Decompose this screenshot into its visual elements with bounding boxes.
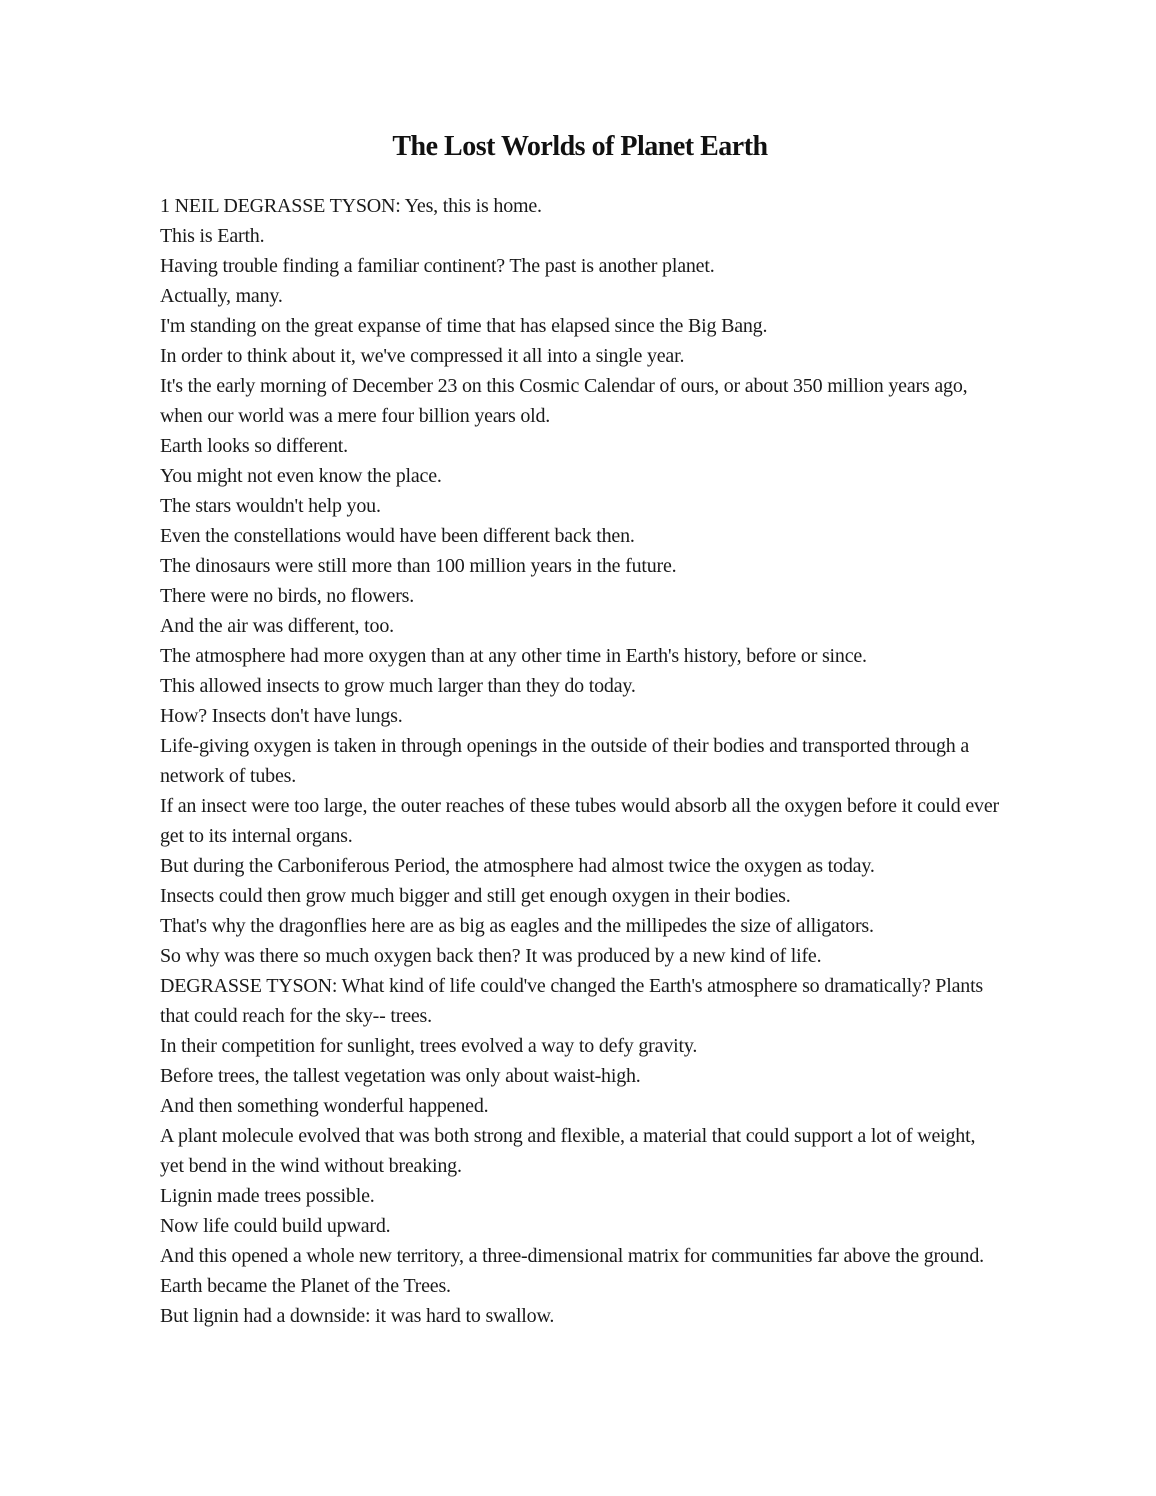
transcript-line: And then something wonderful happened. (160, 1095, 489, 1117)
transcript-line: And the air was different, too. (160, 615, 394, 637)
transcript-line: Before trees, the tallest vegetation was only about waist-high. (160, 1065, 641, 1087)
transcript-line: This is Earth. (160, 225, 265, 247)
transcript-line: Actually, many. (160, 285, 283, 307)
transcript-line: Now life could build upward. (160, 1215, 391, 1237)
transcript-line: How? Insects don't have lungs. (160, 705, 403, 727)
transcript-line: Lignin made trees possible. (160, 1185, 375, 1207)
transcript-line: There were no birds, no flowers. (160, 585, 415, 607)
transcript-line: This allowed insects to grow much larger than they do today. (160, 675, 636, 697)
transcript-line: Earth became the Planet of the Trees. (160, 1275, 451, 1297)
transcript-line: You might not even know the place. (160, 465, 442, 487)
transcript-line: I'm standing on the great expanse of time that has elapsed since the Big Bang. (160, 315, 768, 337)
transcript-line: In their competition for sunlight, trees evolved a way to defy gravity. (160, 1035, 698, 1057)
transcript-line: A plant molecule evolved that was both strong and flexible, a material that could support a lot of weight, yet bend in the wind without breaking. (160, 1125, 976, 1177)
transcript-line: Life-giving oxygen is taken in through openings in the outside of their bodies and transported through a network of tubes. (160, 735, 970, 787)
transcript-line: If an insect were too large, the outer reaches of these tubes would absorb all the oxygen before it could ever get to its internal organs. (160, 795, 999, 847)
transcript-line: But during the Carboniferous Period, the atmosphere had almost twice the oxygen as today. (160, 855, 875, 877)
transcript-body (160, 191, 1000, 1331)
transcript-line: So why was there so much oxygen back then? It was produced by a new kind of life. (160, 945, 822, 967)
transcript-line: Insects could then grow much bigger and still get enough oxygen in their bodies. (160, 885, 791, 907)
transcript-line: The stars wouldn't help you. (160, 495, 381, 517)
transcript-line: It's the early morning of December 23 on this Cosmic Calendar of ours, or about 350 million years ago, when our world was a mere four billion years old. (160, 375, 968, 427)
transcript-line: That's why the dragonflies here are as big as eagles and the millipedes the size of alligators. (160, 915, 874, 937)
transcript-line: The atmosphere had more oxygen than at any other time in Earth's history, before or since. (160, 645, 867, 667)
transcript-line: In order to think about it, we've compressed it all into a single year. (160, 345, 685, 367)
transcript-line: The dinosaurs were still more than 100 million years in the future. (160, 555, 677, 577)
transcript-line: 1 NEIL DEGRASSE TYSON: Yes, this is home. (160, 195, 542, 217)
transcript-line: Even the constellations would have been different back then. (160, 525, 635, 547)
transcript-line: Having trouble finding a familiar continent? The past is another planet. (160, 255, 715, 277)
document-title: The Lost Worlds of Planet Earth (392, 131, 768, 162)
transcript-line: DEGRASSE TYSON: What kind of life could've changed the Earth's atmosphere so dramatically? Plants that could reach for the sky-- trees. (160, 975, 984, 1027)
transcript-line: Earth looks so different. (160, 435, 348, 457)
transcript-line: But lignin had a downside: it was hard to swallow. (160, 1305, 555, 1327)
transcript-line: And this opened a whole new territory, a three-dimensional matrix for communities far above the ground. (160, 1245, 984, 1267)
